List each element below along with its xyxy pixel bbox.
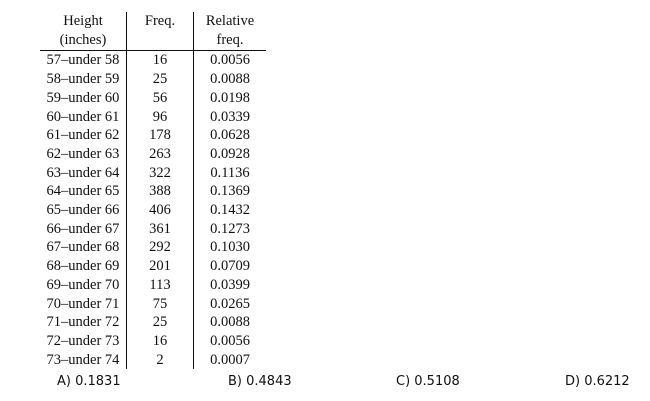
cell-freq: 25 [127,313,194,332]
cell-rel: 0.0628 [210,127,250,144]
cell-rel: 0.0007 [210,351,250,368]
cell-height: 70–under 71 [40,295,127,314]
cell-freq: 16 [127,51,194,70]
table-row [40,276,266,295]
answer-choice-b[interactable]: B) 0.4843 [228,374,292,389]
cell-height: 66–under 67 [40,220,127,239]
header-height-line-1: Height [63,13,103,29]
cell-rel: 0.0339 [210,108,250,125]
table-row [40,238,266,257]
cell-rel: 0.0056 [210,52,250,69]
cell-rel: 0.1432 [210,202,250,219]
table-row [40,351,266,370]
header-freq [127,12,194,51]
cell-rel: 0.1273 [210,220,250,237]
table-row [40,89,266,108]
cell-freq: 292 [127,238,194,257]
table-row [40,182,266,201]
cell-height: 67–under 68 [40,238,127,257]
answer-choice-a[interactable]: A) 0.1831 [57,374,121,389]
cell-rel: 0.1369 [210,183,250,200]
cell-rel: 0.0399 [210,276,250,293]
cell-freq: 2 [127,351,194,370]
answer-choice-d[interactable]: D) 0.6212 [565,374,630,389]
cell-rel: 0.0265 [210,295,250,312]
cell-freq: 75 [127,295,194,314]
cell-freq: 56 [127,89,194,108]
table-row [40,332,266,351]
cell-freq: 178 [127,126,194,145]
header-freq-line-1: Freq. [144,13,176,29]
cell-rel: 0.0198 [210,89,250,106]
cell-height: 63–under 64 [40,164,127,183]
table-row [40,295,266,314]
frequency-table [40,12,266,369]
table-row [40,126,266,145]
cell-height: 71–under 72 [40,313,127,332]
cell-height: 69–under 70 [40,276,127,295]
answer-choice-c[interactable]: C) 0.5108 [396,374,460,389]
cell-height: 58–under 59 [40,70,127,89]
header-row [40,12,266,51]
table-row [40,70,266,89]
cell-freq: 16 [127,332,194,351]
cell-height: 64–under 65 [40,182,127,201]
cell-freq: 388 [127,182,194,201]
cell-rel: 0.0088 [210,314,250,331]
cell-rel: 0.1030 [210,239,250,256]
cell-height: 60–under 61 [40,108,127,127]
cell-freq: 322 [127,164,194,183]
cell-freq: 263 [127,145,194,164]
cell-freq: 96 [127,108,194,127]
cell-rel: 0.1136 [210,164,250,181]
cell-height: 57–under 58 [40,51,127,70]
header-rel-line-2: freq. [216,31,244,48]
cell-rel: 0.0709 [210,258,250,275]
cell-height: 61–under 62 [40,126,127,145]
header-height [40,12,127,51]
cell-height: 72–under 73 [40,332,127,351]
cell-rel: 0.0088 [210,71,250,88]
cell-freq: 361 [127,220,194,239]
table-row [40,164,266,183]
table-row [40,220,266,239]
table-body [40,51,266,369]
cell-height: 73–under 74 [40,351,127,370]
cell-height: 59–under 60 [40,89,127,108]
cell-height: 62–under 63 [40,145,127,164]
table-row [40,313,266,332]
cell-freq: 201 [127,257,194,276]
table-row [40,145,266,164]
table-row [40,257,266,276]
header-height-line-2: (inches) [59,31,107,48]
cell-height: 68–under 69 [40,257,127,276]
table-row [40,201,266,220]
cell-freq: 25 [127,70,194,89]
table-header [40,12,266,51]
cell-height: 65–under 66 [40,201,127,220]
header-relative-freq [194,12,267,51]
cell-freq: 406 [127,201,194,220]
header-rel-line-1: Relative [205,13,255,29]
cell-rel: 0.0928 [210,145,250,162]
table-row [40,51,266,70]
cell-rel: 0.0056 [210,332,250,349]
cell-freq: 113 [127,276,194,295]
answer-choices [0,374,650,394]
table-row [40,108,266,127]
